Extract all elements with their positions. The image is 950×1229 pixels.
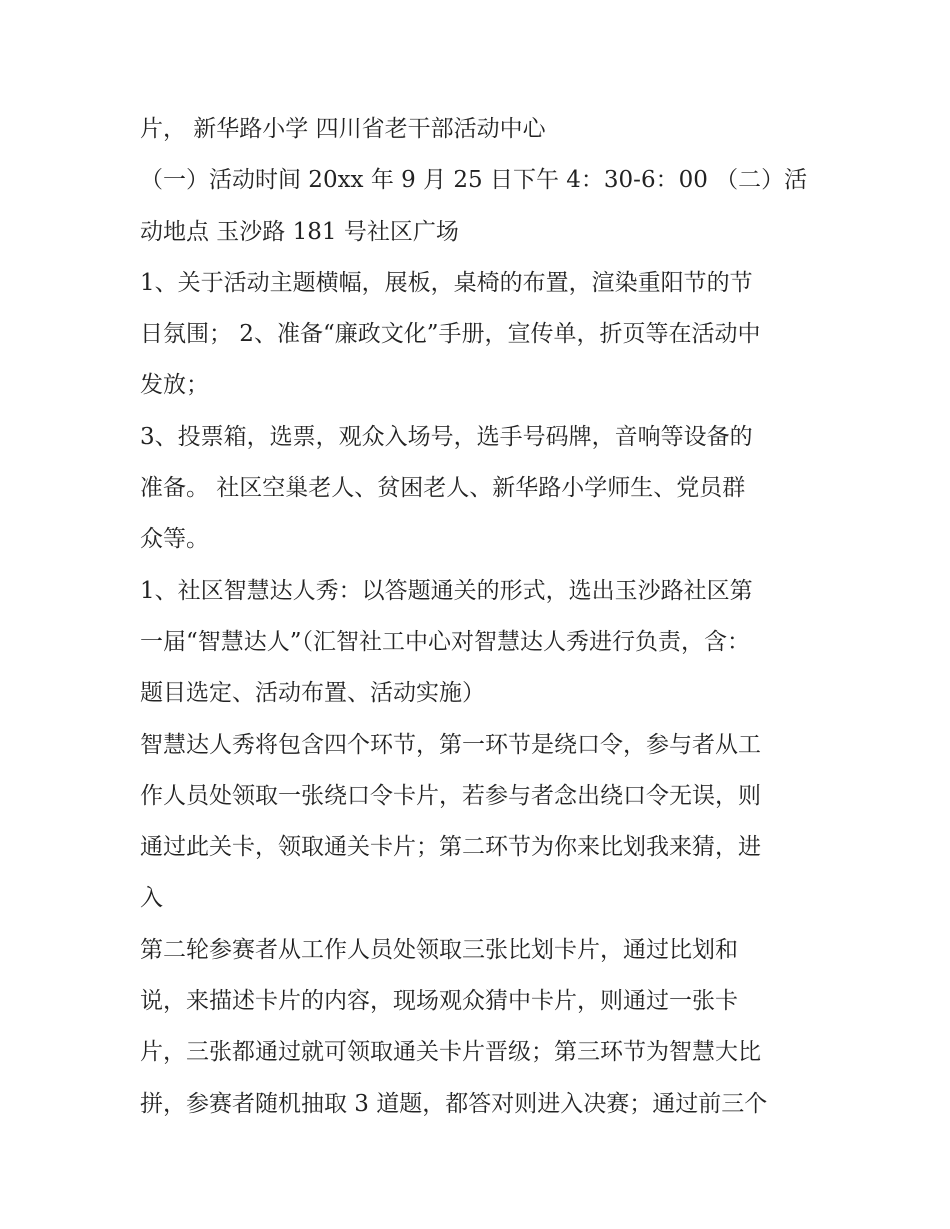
text-line: 日氛围； 2、准备“廉政文化”手册，宣传单，折页等在活动中 xyxy=(140,321,761,348)
text-line: 第二轮参赛者从工作人员处领取三张比划卡片，通过比划和 xyxy=(140,936,738,963)
text-line: 入 xyxy=(140,885,163,912)
text-line: 智慧达人秀将包含四个环节，第一环节是绕口令，参与者从工 xyxy=(140,731,761,758)
text-line: 众等。 xyxy=(140,526,209,553)
text-line: 说，来描述卡片的内容，现场观众猜中卡片，则通过一张卡 xyxy=(140,988,738,1015)
text-line: 动地点 玉沙路 181 号社区广场 xyxy=(140,218,459,245)
text-line: 拼，参赛者随机抽取 3 道题，都答对则进入决赛；通过前三个 xyxy=(140,1090,768,1117)
text-line: 一届“智慧达人”（汇智社工中心对智慧达人秀进行负责，含： xyxy=(140,628,751,655)
text-line: 题目选定、活动布置、活动实施） xyxy=(140,680,485,707)
text-line: 3、投票箱，选票，观众入场号，选手号码牌，音响等设备的 xyxy=(140,423,753,450)
text-line: 片，三张都通过就可领取通关卡片晋级；第三环节为智慧大比 xyxy=(140,1039,761,1066)
text-line: （一）活动时间 20xx 年 9 月 25 日下午 4：30-6：00 （二）活 xyxy=(140,167,808,194)
text-line: 1、关于活动主题横幅，展板，桌椅的布置，渲染重阳节的节 xyxy=(140,269,753,296)
text-line: 1、社区智慧达人秀：以答题通关的形式，选出玉沙路社区第 xyxy=(140,577,753,604)
text-line: 片， 新华路小学 四川省老干部活动中心 xyxy=(140,116,546,142)
text-line: 通过此关卡，领取通关卡片；第二环节为你来比划我来猜，进 xyxy=(140,834,761,861)
text-line: 发放； xyxy=(140,372,209,399)
text-line: 作人员处领取一张绕口令卡片，若参与者念出绕口令无误，则 xyxy=(140,782,761,809)
document-body xyxy=(140,104,820,1130)
text-line: 准备。 社区空巢老人、贫困老人、新华路小学师生、党员群 xyxy=(140,475,746,502)
